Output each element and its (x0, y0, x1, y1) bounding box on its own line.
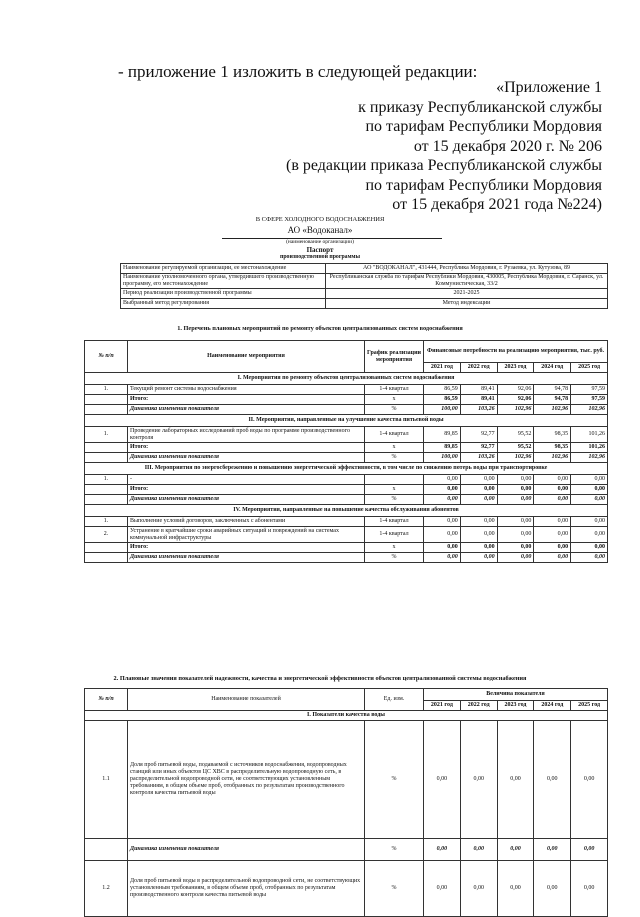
activity-name: Итого: (128, 485, 365, 495)
row-number: 1. (85, 385, 128, 395)
year-header: 2025 год (571, 701, 608, 711)
schedule-cell: х (365, 543, 424, 553)
activity-name: Динамика изменения показателя (128, 405, 365, 415)
finance-value: 0,00 (571, 517, 608, 527)
section-row (85, 711, 608, 721)
finance-value: 0,00 (424, 485, 461, 495)
finance-value: 0,00 (534, 527, 571, 543)
indicator-value: 0,00 (460, 839, 497, 861)
table-row (85, 721, 608, 839)
unit-cell: % (365, 839, 424, 861)
finance-value: 101,26 (571, 427, 608, 443)
table-row (85, 453, 608, 463)
schedule-cell: 1-4 квартал (365, 517, 424, 527)
finance-value: 102,96 (571, 453, 608, 463)
finance-value: 0,00 (497, 485, 534, 495)
year-header: 2023 год (497, 701, 534, 711)
col-schedule-header: График реализации мероприятия (365, 341, 424, 373)
finance-value: 0,00 (497, 553, 534, 563)
finance-value: 98,35 (534, 427, 571, 443)
finance-value: 0,00 (424, 517, 461, 527)
schedule-cell: 1-4 квартал (365, 427, 424, 443)
indicator-value: 0,00 (534, 861, 571, 917)
section-title: I. Показатели качества воды (85, 711, 608, 721)
finance-value: 0,00 (497, 527, 534, 543)
finance-value: 0,00 (460, 495, 497, 505)
indicator-value: 0,00 (534, 721, 571, 839)
table-header-row (85, 689, 608, 701)
indicator-value: 0,00 (424, 721, 461, 839)
finance-value: 89,85 (424, 427, 461, 443)
finance-value: 0,00 (534, 543, 571, 553)
schedule-cell: % (365, 405, 424, 415)
activity-name: Динамика изменения показателя (128, 495, 365, 505)
table-row (85, 443, 608, 453)
table2-title: 2. Плановые значения показателей надежности, качества и энергетической эффективности объектов централизованной системы водоснабжения (113, 675, 527, 682)
finance-value: 89,85 (424, 443, 461, 453)
row-number: 2. (85, 527, 128, 543)
indicator-value: 0,00 (534, 839, 571, 861)
schedule-cell: 1-4 квартал (365, 527, 424, 543)
indicator-value: 0,00 (460, 861, 497, 917)
finance-value: 94,78 (534, 395, 571, 405)
unit-cell: % (365, 861, 424, 917)
passport-row (121, 299, 608, 309)
finance-value: 97,59 (571, 385, 608, 395)
appendix-header (286, 78, 602, 215)
finance-value: 0,00 (460, 485, 497, 495)
indicator-value: 0,00 (497, 861, 534, 917)
year-header: 2023 год (497, 363, 534, 373)
indicator-name: Доля проб питьевой воды, подаваемой с источников водоснабжения, водопроводных станций или иных объектов ЦС ХВС в распределительную водопроводную сеть, в распределительной водопроводной сети, не соответствующих установленным требованиям, в общем объеме проб, отобранных по результатам производственного контроля качества питьевой воды (128, 721, 365, 839)
finance-value: 103,26 (460, 453, 497, 463)
header-line: по тарифам Республики Мордовия (365, 176, 602, 194)
table1-title: 1. Перечень плановых мероприятий по ремонту объектов централизованных систем водоснабжения (177, 325, 463, 332)
row-number (85, 543, 128, 553)
row-number: 1. (85, 427, 128, 443)
finance-value: 86,59 (424, 395, 461, 405)
finance-value: 0,00 (534, 517, 571, 527)
schedule-cell (365, 475, 424, 485)
finance-value: 0,00 (424, 495, 461, 505)
finance-value: 0,00 (571, 543, 608, 553)
indicator-value: 0,00 (497, 839, 534, 861)
schedule-cell: 1-4 квартал (365, 385, 424, 395)
col-name-header: Наименование мероприятия (128, 341, 365, 373)
activity-name: Итого: (128, 543, 365, 553)
row-number: 1.2 (85, 861, 128, 917)
finance-value: 102,96 (497, 453, 534, 463)
finance-value: 0,00 (534, 495, 571, 505)
intro-text: - приложение 1 изложить в следующей редакции: (118, 62, 478, 81)
finance-value: 92,77 (460, 427, 497, 443)
passport-value: Республиканская служба по тарифам Республики Мордовия, 430005, Республика Мордовия, г. Саранск, ул. Коммунистическая, 33/2 (326, 274, 608, 289)
activity-name: Итого: (128, 443, 365, 453)
finance-value: 97,59 (571, 395, 608, 405)
activity-name: Текущий ремонт системы водоснабжения (128, 385, 365, 395)
finance-value: 95,52 (497, 443, 534, 453)
finance-value: 0,00 (497, 543, 534, 553)
organization-caption: (наименование организации) (286, 239, 354, 245)
finance-value: 0,00 (497, 517, 534, 527)
schedule-cell: % (365, 453, 424, 463)
finance-value: 0,00 (497, 475, 534, 485)
schedule-cell: % (365, 495, 424, 505)
activity-name: - (128, 475, 365, 485)
year-header: 2025 год (571, 363, 608, 373)
finance-value: 103,26 (460, 405, 497, 415)
finance-value: 0,00 (424, 553, 461, 563)
table-row (85, 517, 608, 527)
year-header: 2024 год (534, 363, 571, 373)
header-line: по тарифам Республики Мордовия (365, 118, 602, 135)
indicator-value: 0,00 (424, 839, 461, 861)
year-header: 2021 год (424, 701, 461, 711)
passport-table (120, 263, 608, 309)
finance-value: 89,41 (460, 385, 497, 395)
activity-name: Итого: (128, 395, 365, 405)
section-title: IV. Мероприятия, направленные на повышение качества обслуживания абонентов (85, 505, 608, 517)
finance-value: 0,00 (460, 553, 497, 563)
sphere-caption: В СФЕРЕ ХОЛОДНОГО ВОДОСНАБЖЕНИЯ (255, 216, 385, 223)
year-header: 2021 год (424, 363, 461, 373)
table-row (85, 395, 608, 405)
header-line: к приказу Республиканской службы (358, 98, 602, 116)
col-name-header: Наименование показателей (128, 689, 365, 711)
col-finance-header: Финансовые потребности на реализацию мероприятия, тыс. руб. (424, 341, 608, 363)
finance-value: 0,00 (571, 495, 608, 505)
table-row (85, 527, 608, 543)
section-row (85, 463, 608, 475)
schedule-cell: х (365, 443, 424, 453)
section-title: I. Мероприятия по ремонту объектов централизованных систем водоснабжения (85, 373, 608, 385)
section-row (85, 373, 608, 385)
passport-label: Период реализации производственной программы (121, 289, 326, 299)
finance-value: 86,59 (424, 385, 461, 395)
passport-row (121, 264, 608, 274)
passport-label: Выбранный метод регулирования (121, 299, 326, 309)
indicator-value: 0,00 (571, 861, 608, 917)
finance-value: 0,00 (534, 553, 571, 563)
finance-value: 92,77 (460, 443, 497, 453)
finance-value: 95,52 (497, 427, 534, 443)
indicator-name: Доля проб питьевой воды в распределительной водопроводной сети, не соответствующих установленным требованиям, в общем объеме проб, отобранных по результатам производственного контроля качества питьевой воды (128, 861, 365, 917)
row-number (85, 839, 128, 861)
row-number (85, 485, 128, 495)
finance-value: 92,06 (497, 395, 534, 405)
header-line: от 15 декабря 2021 года №224) (392, 196, 602, 213)
col-unit-header: Ед. изм. (365, 689, 424, 711)
table-row (85, 405, 608, 415)
table-row (85, 485, 608, 495)
finance-value: 0,00 (571, 553, 608, 563)
passport-title: Паспорт (306, 246, 334, 254)
row-number: 1.1 (85, 721, 128, 839)
passport-value: АО "ВОДОКАНАЛ", 431444, Республика Мордовия, г. Рузаевка, ул. Кутузова, 89 (326, 264, 608, 274)
table-row (85, 385, 608, 395)
table-row (85, 543, 608, 553)
row-number (85, 443, 128, 453)
schedule-cell: % (365, 553, 424, 563)
indicator-value: 0,00 (424, 861, 461, 917)
finance-value: 92,06 (497, 385, 534, 395)
year-header: 2022 год (460, 701, 497, 711)
col-num-header: № п/п (85, 341, 128, 373)
activity-name: Проведение лабораторных исследований проб воды по программе производственного контроля (128, 427, 365, 443)
finance-value: 101,26 (571, 443, 608, 453)
passport-value: 2021-2025 (326, 289, 608, 299)
passport-row (121, 289, 608, 299)
finance-value: 0,00 (424, 475, 461, 485)
organization-name: АО «Водоканал» (287, 225, 353, 235)
finance-value: 94,78 (534, 385, 571, 395)
activity-name: Устранение в кратчайшие сроки аварийных ситуаций и повреждений на системах коммунальной инфраструктуры (128, 527, 365, 543)
activity-name: Динамика изменения показателя (128, 453, 365, 463)
table-header-row (85, 341, 608, 363)
finance-value: 98,35 (534, 443, 571, 453)
finance-value: 0,00 (534, 475, 571, 485)
finance-value: 0,00 (460, 517, 497, 527)
table-row (85, 495, 608, 505)
passport-label: Наименование уполномоченного органа, утвердившего производственную программу, его местонахождение (121, 274, 326, 289)
row-number (85, 495, 128, 505)
indicators-table (84, 688, 608, 917)
passport-subtitle: производственной программы (279, 254, 361, 260)
finance-value: 0,00 (571, 527, 608, 543)
unit-cell: % (365, 721, 424, 839)
activity-name: Динамика изменения показателя (128, 553, 365, 563)
section-title: II. Мероприятия, направленные на улучшение качества питьевой воды (85, 415, 608, 427)
passport-label: Наименование регулируемой организации, ее местонахождение (121, 264, 326, 274)
section-row (85, 415, 608, 427)
finance-value: 0,00 (460, 475, 497, 485)
row-number (85, 453, 128, 463)
schedule-cell: х (365, 485, 424, 495)
header-line: (в редакции приказа Республиканской службы (285, 157, 602, 174)
row-number: 1. (85, 475, 128, 485)
table-row (85, 839, 608, 861)
finance-value: 102,96 (571, 405, 608, 415)
finance-value: 0,00 (571, 475, 608, 485)
row-number (85, 405, 128, 415)
year-header: 2024 год (534, 701, 571, 711)
indicator-value: 0,00 (571, 839, 608, 861)
finance-value: 0,00 (460, 527, 497, 543)
finance-value: 0,00 (571, 485, 608, 495)
finance-value: 0,00 (460, 543, 497, 553)
indicator-value: 0,00 (460, 721, 497, 839)
table-row (85, 861, 608, 917)
section-title: III. Мероприятия по энергосбережению и повышению энергетической эффективности, в том числе по снижению потерь воды при транспортировке (85, 463, 608, 475)
header-line: «Приложение 1 (496, 79, 602, 96)
row-number: 1. (85, 517, 128, 527)
finance-value: 100,00 (424, 453, 461, 463)
indicator-name: Динамика изменения показателя (128, 839, 365, 861)
finance-value: 0,00 (534, 485, 571, 495)
table-row (85, 475, 608, 485)
table-row (85, 427, 608, 443)
finance-value: 102,96 (497, 405, 534, 415)
indicator-value: 0,00 (571, 721, 608, 839)
schedule-cell: х (365, 395, 424, 405)
row-number (85, 395, 128, 405)
header-line: от 15 декабря 2020 г. № 206 (413, 137, 602, 155)
row-number (85, 553, 128, 563)
col-value-header: Величина показателя (424, 689, 608, 701)
passport-row (121, 274, 608, 289)
col-num-header: № п/п (85, 689, 128, 711)
passport-value: Метод индексации (326, 299, 608, 309)
finance-value: 102,96 (534, 405, 571, 415)
finance-value: 0,00 (497, 495, 534, 505)
indicator-value: 0,00 (497, 721, 534, 839)
table-row (85, 553, 608, 563)
finance-value: 102,96 (534, 453, 571, 463)
finance-value: 89,41 (460, 395, 497, 405)
section-row (85, 505, 608, 517)
year-header: 2022 год (460, 363, 497, 373)
activity-name: Выполнение условий договоров, заключенных с абонентами (128, 517, 365, 527)
finance-value: 0,00 (424, 543, 461, 553)
finance-value: 100,00 (424, 405, 461, 415)
activities-table (84, 340, 608, 563)
finance-value: 0,00 (424, 527, 461, 543)
